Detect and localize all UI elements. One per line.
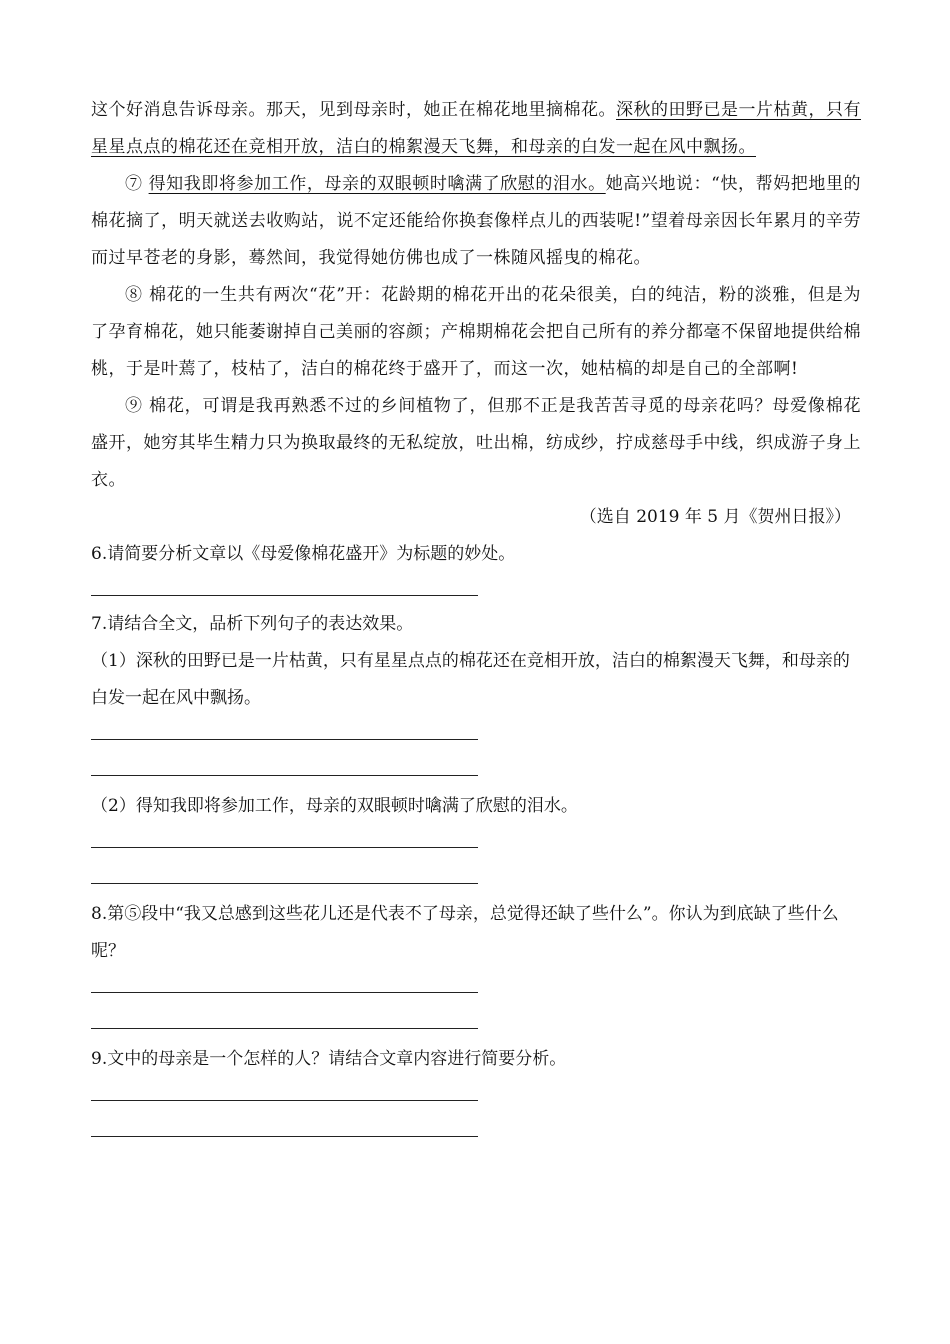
paragraph-7-rest: 她高兴地说：“快，帮妈把地里的棉花摘了，明天就送去收购站，说不定还能给你换套像样点儿的西装呢!”望着母亲因长年累月的辛劳而过早苍老的身影，蓦然间，我觉得她仿佛也成了一株随风摇曳的棉花。 [91,174,862,268]
paragraph-6 [91,92,861,166]
paragraph-7 [91,166,861,277]
underlined-sentence-1: 深秋的田野已是一片枯黄，只有星星点点的棉花还在竞相开放，洁白的棉絮漫天飞舞，和母亲的白发一起在风中飘扬。 [91,100,861,157]
question-7-2: （2）得知我即将参加工作，母亲的双眼顿时噙满了欣慰的泪水。 [91,796,578,816]
question-6: 6.请简要分析文章以《母爱像棉花盛开》为标题的妙处。 [91,544,516,564]
question-9: 9.文中的母亲是一个怎样的人？请结合文章内容进行简要分析。 [91,1049,567,1069]
paragraph-number-7: ⑦ [125,174,143,194]
paragraph-8: ⑧ 棉花的一生共有两次“花”开：花龄期的棉花开出的花朵很美，白的纯洁，粉的淡雅，但是为了孕育棉花，她只能萎谢掉自己美丽的容颜；产棉期棉花会把自己所有的养分都毫不保留地提供给棉桃，于是叶蔫了，枝枯了，洁白的棉花终于盛开了，而这一次，她枯槁的却是自己的全部啊! [91,285,861,379]
question-8: 8.第⑤段中“我又总感到这些花儿还是代表不了母亲，总觉得还缺了些什么”。你认为到底缺了些什么呢？ [91,904,839,961]
paragraph-6-start: 这个好消息告诉母亲。那天，见到母亲时，她正在棉花地里摘棉花。 [91,100,616,120]
underlined-sentence-2: 得知我即将参加工作，母亲的双眼顿时噙满了欣慰的泪水。 [148,174,606,194]
question-7: 7.请结合全文，品析下列句子的表达效果。 [91,614,414,634]
answer-line[interactable] [91,1136,478,1137]
document-page [91,92,861,1137]
question-7-1: （1）深秋的田野已是一片枯黄，只有星星点点的棉花还在竞相开放，洁白的棉絮漫天飞舞，和母亲的白发一起在风中飘扬。 [91,651,850,708]
source-citation: （选自 2019 年 5 月《贺州日报》） [579,507,851,527]
paragraph-9: ⑨ 棉花，可谓是我再熟悉不过的乡间植物了，但那不正是我苦苦寻觅的母亲花吗？母爱像棉花盛开，她穷其毕生精力只为换取最终的无私绽放，吐出棉，纺成纱，拧成慈母手中线，织成游子身上衣。 [91,396,861,490]
